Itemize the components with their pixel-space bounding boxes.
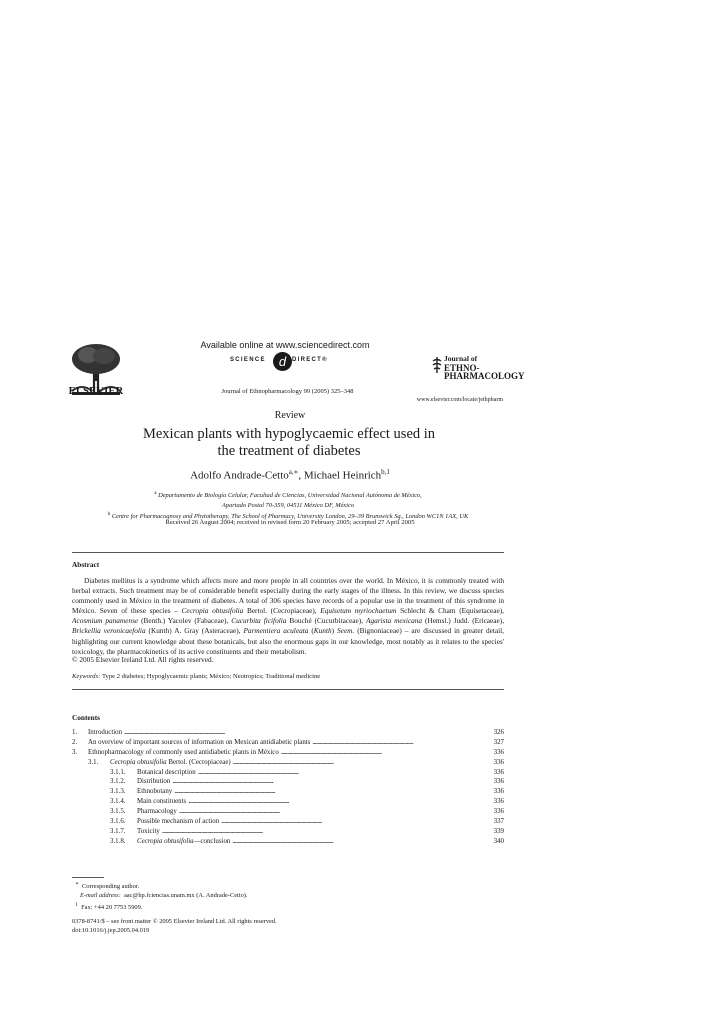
- toc-number: 3.1.8.: [110, 837, 126, 845]
- toc-entry[interactable]: [72, 748, 504, 758]
- journal-logo: [444, 354, 525, 382]
- affiliation-a-cont: Apartado Postal 70-359, 04511 México DF, México: [221, 501, 355, 509]
- toc-number: 3.1.1.: [110, 768, 126, 776]
- toc-page: 336: [493, 768, 504, 776]
- species-name: Agarista mexicana: [366, 616, 423, 626]
- abstract-text: Diabetes mellitus is a syndrome which affects more and more people in all countries over the world. In México, it is commonly treated with herbal extracts. Such treatment may be of considerable benefit especially during the early stages of the illness. In this review, we discuss species commonly used in México in the treatment of diabetes. A total of 306 species have records of a popular use in the treatment of this syndrome in México. Seven of these species –: [72, 576, 504, 616]
- email-label: E-mail address:: [80, 892, 121, 900]
- abstract-heading: Abstract: [72, 560, 100, 569]
- toc-title: [110, 758, 231, 768]
- toc-page: 340: [493, 837, 504, 845]
- toc-title: Botanical description: [137, 768, 196, 776]
- toc-number: 3.1.: [88, 758, 99, 766]
- title-line-2: the treatment of diabetes: [217, 443, 361, 459]
- affiliation-text: Centre for Pharmacognosy and Phytotherapy, The School of Pharmacy, University London, 29–39 Brunswick Sq., London WC1N 1AX, UK: [111, 513, 469, 521]
- toc-page: 336: [493, 788, 504, 796]
- species-name: Brickellia veronicaefolia: [72, 626, 146, 636]
- footnote-fax: [72, 901, 492, 912]
- toc-leader: [232, 837, 482, 847]
- abstract-text: (Benth.) Yacolev (Fabaceae),: [138, 616, 232, 626]
- toc-entry[interactable]: [72, 768, 504, 778]
- footnote-corresponding: [72, 880, 492, 891]
- toc-title: Toxicity: [137, 827, 160, 835]
- keywords-list: Type 2 diabetes; Hypoglycaemic plants; México; Neotropics; Traditional medicine: [101, 673, 321, 680]
- front-matter: [72, 917, 492, 936]
- toc-leader: [162, 827, 482, 837]
- toc-entry[interactable]: [72, 827, 504, 837]
- journal-logo-line1: Journal of: [444, 354, 478, 363]
- toc-page: 336: [493, 808, 504, 816]
- toc-leader: [172, 777, 482, 787]
- abstract-body: [72, 576, 504, 657]
- issn-line: 0378-8741/$ – see front matter © 2005 Elsevier Ireland Ltd. All rights reserved.: [72, 918, 277, 925]
- toc-title: Possible mechanism of action: [137, 818, 220, 826]
- toc-title: Main constituents: [137, 798, 187, 806]
- email-address[interactable]: aac@hp.fciencias.unam.mx (A. Andrade-Cetto).: [123, 892, 248, 900]
- author-name[interactable]: Michael Heinrich: [303, 469, 382, 482]
- affiliation-mark: b: [107, 512, 111, 518]
- toc-leader: [281, 748, 482, 758]
- species-name: Cucurbita ficifolia: [231, 616, 287, 626]
- toc-title: Introduction: [88, 729, 123, 736]
- toc-leader: [188, 797, 482, 807]
- sciencedirect-logo[interactable]: [222, 352, 348, 372]
- toc-leader: [233, 758, 482, 768]
- author-list: Adolfo Andrade-Cetto$^{a,∗}$, Michael Heinrich$^{b,1}$: [190, 468, 390, 482]
- footnote-mark: ∗: [75, 881, 79, 887]
- toc-title-rest: Bertol. (Cecropiaceae): [166, 758, 231, 766]
- abstract-text: (Bignoniaceae) – are discussed in greater detail, highlighting our current knowledge about these botanicals, but also the enormous gaps in our knowledge, most notably as it relates to the species' toxicology, the pharmacokinetics of its active constituents and their metabolism.: [72, 626, 504, 656]
- footnote-email: [72, 891, 492, 900]
- toc-page: 336: [493, 758, 504, 766]
- sciencedirect-logo-left: SCIENCE: [230, 357, 266, 363]
- journal-reference: Journal of Ethnopharmacology 99 (2005) 325–348: [221, 388, 354, 395]
- doi-link[interactable]: doi:10.1016/j.jep.2005.04.019: [72, 927, 150, 935]
- abstract-text: ): [331, 626, 338, 636]
- toc-title: Ethnopharmacology of commonly used antidiabetic plants in México: [88, 748, 279, 756]
- species-name: Kunth: [313, 626, 332, 636]
- toc-leader: [174, 787, 482, 797]
- author-name[interactable]: Adolfo Andrade-Cetto: [190, 469, 289, 482]
- footnote-text: Fax: +44 20 7753 5909.: [81, 903, 143, 911]
- toc-entry[interactable]: [72, 787, 504, 797]
- toc-leader: [221, 817, 482, 827]
- toc-page: 327: [493, 738, 504, 746]
- toc-entry[interactable]: [72, 758, 504, 768]
- species-name: Equisetum myriochaetum: [320, 606, 397, 616]
- abstract-text: Schlecht & Cham (Equisetaceae),: [396, 606, 504, 616]
- toc-number: 3.1.3.: [110, 788, 126, 796]
- toc-page: 326: [493, 729, 504, 736]
- species-name: Parmentiera aculeata: [243, 626, 309, 636]
- journal-url-link[interactable]: www.elsevier.com/locate/jethpharm: [416, 397, 503, 403]
- toc-entry[interactable]: [72, 807, 504, 817]
- author-marks: b,1: [381, 468, 390, 476]
- toc-leader: [198, 768, 482, 778]
- keywords-label: Keywords:: [72, 673, 101, 680]
- toc-entry[interactable]: [72, 728, 504, 738]
- species-name: Cecropia obtusifolia: [110, 758, 167, 766]
- footnotes: [72, 880, 492, 912]
- author-marks: a,∗: [288, 468, 299, 476]
- abstract-text: (: [308, 626, 314, 636]
- species-name: Cecropia obtusifolia: [137, 837, 194, 845]
- toc-number: 3.: [72, 748, 78, 756]
- abstract-text: (Kunth) A. Gray (Asteraceae),: [145, 626, 244, 636]
- journal-emblem-icon: [432, 357, 442, 373]
- footnote-mark: 1: [75, 901, 78, 908]
- toc-number: 3.1.5.: [110, 808, 126, 816]
- toc-entry[interactable]: [72, 777, 504, 787]
- publisher-name: ELSEVIER: [68, 386, 124, 397]
- toc-leader: [124, 728, 482, 738]
- toc-leader: [312, 738, 482, 748]
- toc-number: 3.1.7.: [110, 827, 126, 835]
- table-of-contents: [72, 728, 504, 847]
- abstract-text: (Hemsl.) Judd. (Ericaeae),: [422, 616, 505, 626]
- affiliation-mark: a: [154, 491, 157, 496]
- toc-page: 336: [493, 748, 504, 756]
- toc-number: 3.1.4.: [110, 798, 126, 806]
- affiliation-text: Departamento de Biología Celular, Facultad de Ciencias, Universidad Nacional Autónoma de México,: [158, 492, 422, 500]
- toc-entry[interactable]: [72, 738, 504, 748]
- available-online-link[interactable]: Available online at www.sciencedirect.com: [200, 340, 370, 350]
- toc-entry[interactable]: [72, 817, 504, 827]
- toc-entry[interactable]: [72, 797, 504, 807]
- toc-title: An overview of important sources of information on Mexican antidiabetic plants: [88, 738, 311, 746]
- toc-title: Pharmacology: [137, 808, 177, 816]
- toc-entry[interactable]: [72, 837, 504, 847]
- toc-title-rest: —conclusion: [193, 837, 231, 845]
- toc-page: 336: [493, 798, 504, 806]
- toc-leader: [179, 807, 482, 817]
- journal-logo-line2: ETHNO-: [444, 362, 480, 373]
- divider: [72, 689, 504, 690]
- affiliation-a: [60, 489, 516, 501]
- journal-logo-line3: PHARMACOLOGY: [444, 371, 525, 382]
- toc-page: 337: [493, 818, 504, 826]
- toc-page: 339: [493, 827, 504, 835]
- footnote-divider: [72, 877, 104, 878]
- keywords: [72, 673, 504, 680]
- footnote-text: Corresponding author.: [82, 883, 140, 891]
- toc-title: [137, 837, 230, 847]
- toc-number: 3.1.2.: [110, 778, 126, 786]
- divider: [72, 552, 504, 553]
- affiliations: [60, 489, 516, 522]
- toc-title: Ethnobotany: [137, 788, 173, 796]
- toc-page: 336: [493, 778, 504, 786]
- toc-number: 3.1.6.: [110, 818, 126, 826]
- title-line-1: Mexican plants with hypoglycaemic effect used in: [142, 426, 436, 442]
- received-dates: Received 26 August 2004; received in revised form 20 February 2005; accepted 27 April 2005: [165, 519, 415, 526]
- abstract-text: Bouché (Cucurbitaceae),: [286, 616, 366, 626]
- sciencedirect-logo-right: DIRECT®: [292, 357, 328, 363]
- toc-number: 2.: [72, 738, 78, 746]
- toc-title: Distribution: [137, 778, 171, 786]
- species-name: Cecropia obtusifolia: [181, 606, 244, 616]
- species-name: Seem.: [337, 626, 355, 636]
- article-title: [100, 426, 478, 460]
- article-type: Review: [274, 410, 306, 421]
- sciencedirect-d-icon: d: [273, 352, 292, 371]
- copyright-notice: © 2005 Elsevier Ireland Ltd. All rights reserved.: [72, 655, 214, 664]
- contents-heading: Contents: [72, 713, 100, 722]
- species-name: Acosmium panamense: [72, 616, 139, 626]
- toc-number: 1.: [72, 729, 78, 736]
- abstract-text: Bertol. (Cecropiaceae),: [243, 606, 321, 616]
